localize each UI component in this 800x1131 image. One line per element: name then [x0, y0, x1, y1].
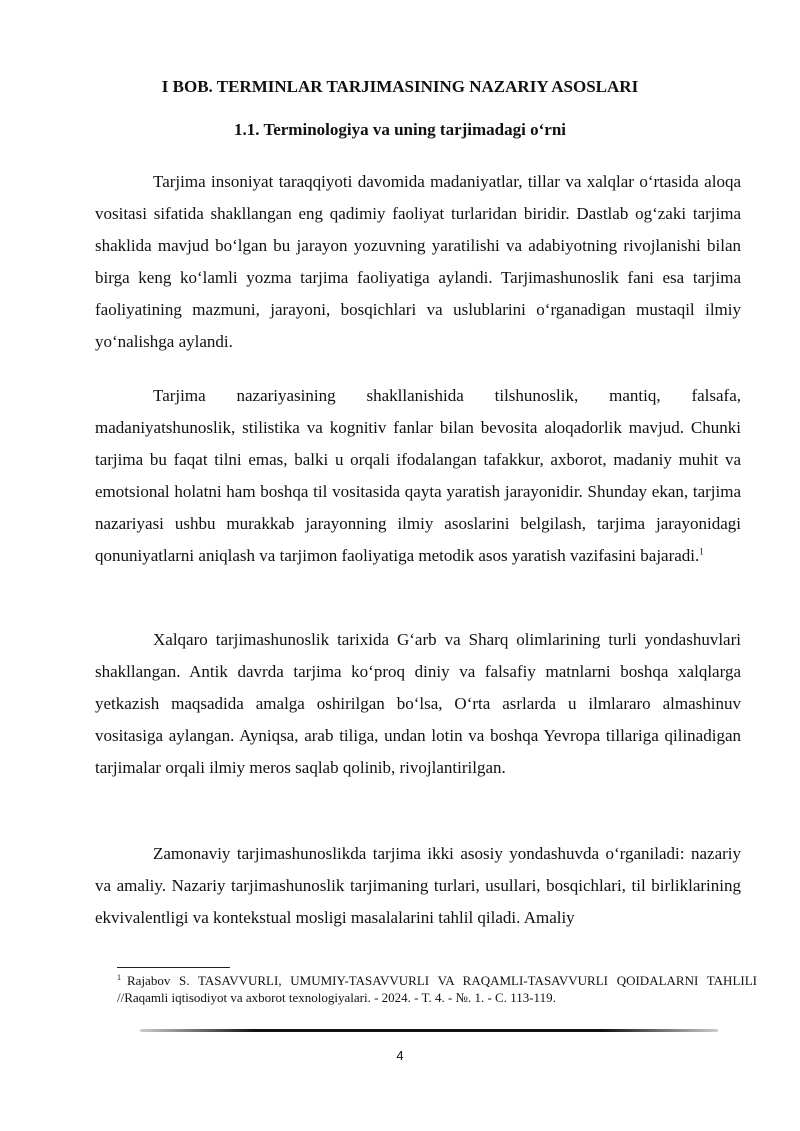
footnote-text: Rajabov S. TASAVVURLI, UMUMIY-TASAVVURLI VA RAQAMLI-TASAVVURLI QOIDALARNI TAHLILI //Raqamli iqtisodiyot va axborot texnologiyalari. - 2024. - T. 4. - №. 1. - C. 113-119.: [117, 973, 757, 1005]
section-title: 1.1. Terminologiya va uning tarjimadagi o‘rni: [234, 120, 566, 139]
chapter-title: I BOB. TERMINLAR TARJIMASINING NAZARIY ASOSLARI: [161, 77, 639, 96]
footnote-marker: 1: [117, 972, 121, 982]
footnote: [117, 972, 757, 1006]
paragraph-2-text: Tarjima nazariyasining shakllanishida tilshunoslik, mantiq, falsafa, madaniyatshunoslik, stilistika va kognitiv fanlar bilan bevosita aloqadorlik mavjud. Chunki tarjima bu faqat tilni emas, balki u orqali ifodalangan tafakkur, axborot, madaniy muhit va emotsional holatni ham boshqa til vositasida qayta yaratish jarayonidir. Shunday ekan, tarjima nazariyasi ushbu murakkab jarayonning ilmiy asoslarini belgilash, tarjima jarayonidagi qonuniyatlarni aniqlash va tarjimon faoliyatiga metodik asos yaratish vazifasini bajaradi.: [95, 386, 741, 565]
footnote-separator: [117, 967, 230, 968]
page-footer-rule: [140, 1029, 718, 1032]
paragraph-4: Zamonaviy tarjimashunoslikda tarjima ikki asosiy yondashuvda o‘rganiladi: nazariy va amaliy. Nazariy tarjimashunoslik tarjimaning turlari, usullari, bosqichlari, til birliklarining ekvivalentligi va kontekstual mosligi masalalarini tahlil qiladi. Amaliy: [95, 844, 741, 927]
footnote-reference[interactable]: 1: [699, 546, 704, 557]
paragraph-3: Xalqaro tarjimashunoslik tarixida G‘arb va Sharq olimlarining turli yondashuvlari shakllangan. Antik davrda tarjima ko‘proq diniy va falsafiy matnlarni boshqa xalqlarga yetkazish maqsadida amalga oshirilgan bo‘lsa, O‘rta asrlarda u ilmlararo almashinuv vositasiga aylangan. Ayniqsa, arab tiliga, undan lotin va boshqa Yevropa tillariga qilinadigan tarjimalar orqali ilmiy meros saqlab qolinib, rivojlantirilgan.: [95, 630, 741, 777]
paragraph-2: [95, 380, 741, 572]
paragraph-1: Tarjima insoniyat taraqqiyoti davomida madaniyatlar, tillar va xalqlar o‘rtasida aloqa vositasi sifatida shakllangan eng qadimiy faoliyat turlaridan biridir. Dastlab og‘zaki tarjima shaklida mavjud bo‘lgan bu jarayon yozuvning yaratilishi va adabiyotning rivojlanishi bilan birga keng ko‘lamli yozma tarjima faoliyatiga aylandi. Tarjimashunoslik fani esa tarjima faoliyatining mazmuni, jarayoni, bosqichlari va uslublarini o‘rganadigan mustaqil ilmiy yo‘nalishga aylandi.: [95, 172, 741, 351]
page-number: 4: [396, 1048, 404, 1063]
